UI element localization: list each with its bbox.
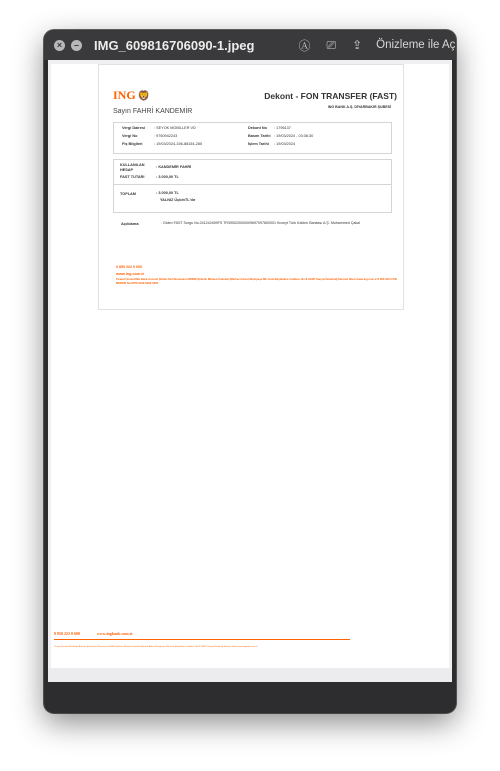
- page-background: [48, 668, 452, 682]
- markup-icon[interactable]: Ⓐ: [298, 38, 311, 53]
- receipt-website-link[interactable]: www.ing.com.tr: [116, 272, 145, 276]
- field-receipt-no: Dekont No : 1796137: [248, 126, 291, 130]
- footer-phone: 0 850 222 0 600: [54, 631, 80, 636]
- account-value: : KANDEMİR FAHRİ: [156, 165, 192, 169]
- footer-website-link[interactable]: www.ingbank.com.tr: [97, 631, 133, 636]
- open-with-preview-button[interactable]: Önizleme ile Aç: [376, 39, 456, 51]
- account-label: KULLANILAN HESAP: [120, 163, 145, 172]
- window-title: IMG_609816706090-1.jpeg: [94, 37, 255, 53]
- description-value: : Giden FAST Sorgu No.241242459FS TR390020000009697097800001 Kuveyt Türk Katılım Bankası A.Ş. Muhammed Çakal: [161, 221, 360, 225]
- title-bar[interactable]: [44, 30, 456, 60]
- amount-box: [113, 159, 392, 213]
- field-tax-no: Vergi No : 9760942243: [122, 134, 178, 138]
- field-tax-office: Vergi Dairesi : SEYOK MOBİLLER VD: [122, 126, 196, 130]
- toolbar: [298, 37, 362, 54]
- preview-window: [44, 30, 456, 713]
- info-box: [113, 122, 392, 154]
- branch-name: ING BANK A.Ş. DİYARBAKIR ŞUBESİ: [327, 105, 391, 109]
- rotate-icon[interactable]: ⎚: [326, 37, 337, 52]
- preview-content: [48, 60, 452, 682]
- doc-title: Dekont - FON TRANSFER (FAST): [264, 91, 397, 101]
- window-controls: [54, 40, 82, 51]
- ing-logo: ING 🦁: [113, 88, 151, 102]
- field-transaction-date: İşlem Tarihi : 19/03/2024: [248, 142, 296, 146]
- document-page: [51, 64, 449, 668]
- minimize-icon[interactable]: –: [71, 40, 82, 51]
- lion-icon: 🦁: [137, 91, 151, 102]
- receipt-legal-text: Ticaret Ünvanı:ING Bank Anonim Şirketi;Sicil Numarası:206682;Şirketin Merkezi:İstanbul (Merkez Adresi:Reşitpaşa Mh. Eski Büyükdere Caddesi, No:8 34467 Sarıyer/İstanbul);İnternet Sitesi:www.ing.com.tr;0 850 222 0 600 MERSİS No:0876-0042-6300-0395: [116, 278, 398, 285]
- receipt-phone: 0 850 222 0 600: [116, 265, 142, 269]
- footer-legal-text: Ticaret Ünvanı:ING Bank Anonim Şirketi;Sicil Numarası:206682;Şirketin Merkezi:İstanbul (Merkez Adresi:Reşitpaşa Mh. Eski Büyükdere Caddesi, No:8 34467 Sarıyer/İstanbul);İnternet Sitesi:www.ingbank.com.tr: [54, 646, 258, 648]
- receipt-card: [98, 64, 404, 310]
- field-print-date: Basım Tarihi : 19/03/2024 - 03:36:30: [248, 134, 314, 138]
- description-label: Açıklama: [121, 221, 139, 226]
- fast-amount-value: : 3.000,00 TL: [156, 175, 179, 179]
- divider: [114, 184, 391, 185]
- close-icon[interactable]: ×: [54, 40, 65, 51]
- share-icon[interactable]: ⇪: [352, 38, 363, 52]
- total-value: : 3.000,00 TL: [156, 191, 179, 195]
- total-in-words: YALNIZ ÜçbinTL'dır: [160, 198, 196, 202]
- field-receipt-info: Fiş Bilgileri : 19/03/2024-156-88154-285: [122, 142, 203, 146]
- footer-rule: [54, 639, 350, 640]
- fast-amount-label: FAST TUTARI: [120, 175, 145, 179]
- total-label: TOPLAM: [120, 192, 136, 196]
- greeting: Sayın FAHRİ KANDEMİR: [113, 108, 193, 115]
